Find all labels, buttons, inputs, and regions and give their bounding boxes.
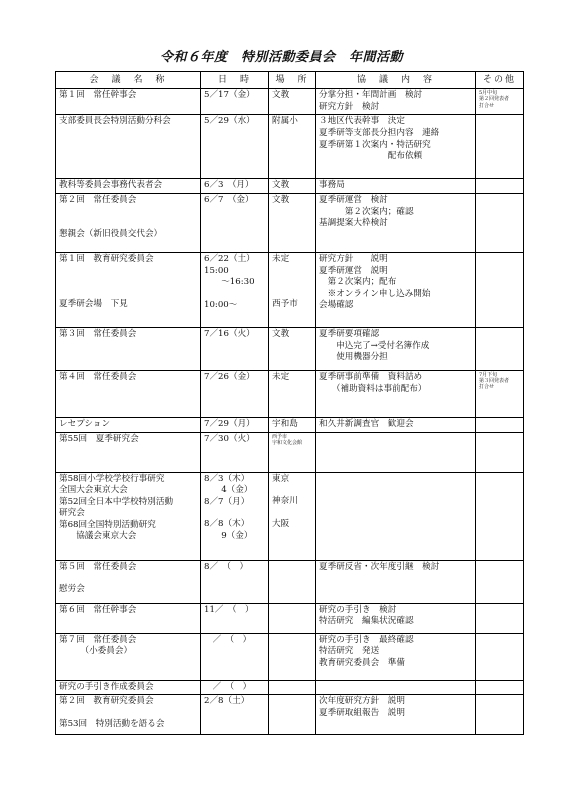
name-line: 支部委員長会特別活動分科会 <box>59 116 171 127</box>
date-line: 7／29（月） <box>204 418 255 429</box>
date-line: 15:00 <box>204 265 229 276</box>
place-line: 西予市 <box>272 433 288 440</box>
date-line: 6／7 （金） <box>204 194 254 205</box>
name-line: 慰労会 <box>59 584 85 595</box>
name-line: 第７回 常任委員会 <box>59 634 137 645</box>
date-line: ／ （ ） <box>204 681 252 692</box>
table-row <box>56 370 524 417</box>
place-line: 神奈川 <box>272 496 298 507</box>
content-line: 研究の手引き 検討 <box>319 604 397 615</box>
content-line: 使用機器分担 <box>319 352 388 363</box>
place-line: 宇和島 <box>272 418 298 429</box>
name-line: 教科等委員会事務代表者会 <box>59 180 163 191</box>
content-line: 第２次案内；確認 <box>319 206 414 217</box>
datetime-cell <box>201 603 269 633</box>
meeting-name-cell <box>56 193 201 252</box>
place-line: 文教 <box>272 328 290 339</box>
name-line: 懇親会（新旧役員交代会） <box>59 228 163 239</box>
activity-table <box>55 71 524 735</box>
datetime-cell <box>201 472 269 560</box>
name-line: 研究の手引き作成委員会 <box>59 681 154 692</box>
content-line: 分掌分担・年間計画 検討 <box>319 90 423 101</box>
other-cell <box>476 680 524 695</box>
content-cell <box>316 603 476 633</box>
name-line <box>59 207 197 218</box>
name-line: 第３回 常任委員会 <box>59 328 137 339</box>
content-cell <box>316 89 476 115</box>
date-line: 5／17（金） <box>204 90 255 101</box>
content-line: 和久井新調査官 歓迎会 <box>319 418 414 429</box>
table-row <box>56 179 524 194</box>
table-row <box>56 560 524 603</box>
place-line <box>272 485 312 496</box>
name-line: 第58回小学校学校行事研究 <box>59 473 165 484</box>
date-line: 7／26（金） <box>204 371 255 382</box>
place-cell <box>269 252 316 327</box>
date-line: 11／ （ ） <box>204 604 254 615</box>
content-line: 基調提案大枠検討 <box>319 218 388 229</box>
content-cell <box>316 680 476 695</box>
name-line: 第２回 教育研究委員会 <box>59 696 154 707</box>
date-line <box>204 289 265 300</box>
date-line: 9（金） <box>204 530 253 541</box>
meeting-name-cell <box>56 432 201 472</box>
content-cell <box>316 370 476 417</box>
place-line: 大阪 <box>272 518 290 529</box>
name-line: 第53回 特別活動を語る会 <box>59 718 165 729</box>
place-line: 西予市 <box>272 298 298 309</box>
other-cell <box>476 472 524 560</box>
table-header-row <box>56 72 524 89</box>
content-line: ３地区代表幹事 決定 <box>319 116 405 127</box>
place-line: 文教 <box>272 180 290 191</box>
name-line <box>59 277 197 288</box>
other-cell <box>476 695 524 735</box>
date-line: ／ （ ） <box>204 634 252 645</box>
table-row <box>56 633 524 680</box>
other-cell <box>476 327 524 370</box>
place-line: 東京 <box>272 473 290 484</box>
date-line: 8／8（木） <box>204 519 250 530</box>
place-line: 未定 <box>272 253 290 264</box>
meeting-name-cell <box>56 603 201 633</box>
content-line: 第２次案内；配布 <box>319 277 397 288</box>
content-cell <box>316 472 476 560</box>
place-line: 附属小 <box>272 116 298 127</box>
other-line: 5月中旬 <box>479 90 498 97</box>
date-line: 8／ （ ） <box>204 561 249 572</box>
content-line: 夏季研第１次案内・特活研究 <box>319 139 431 150</box>
table-row <box>56 252 524 327</box>
place-line <box>272 266 312 277</box>
content-cell <box>316 417 476 432</box>
table-row <box>56 89 524 115</box>
meeting-name-cell <box>56 472 201 560</box>
name-line: 全国大会東京大会 <box>59 485 128 496</box>
place-cell <box>269 89 316 115</box>
content-cell <box>316 633 476 680</box>
content-cell <box>316 193 476 252</box>
place-cell <box>269 115 316 179</box>
meeting-name-cell <box>56 695 201 735</box>
date-line <box>204 508 265 519</box>
date-line: 6／22（土） <box>204 253 255 264</box>
datetime-cell <box>201 432 269 472</box>
content-line: 研究方針 検討 <box>319 101 380 112</box>
place-cell <box>269 417 316 432</box>
table-row <box>56 327 524 370</box>
table-row <box>56 603 524 633</box>
place-line <box>272 508 312 519</box>
other-cell <box>476 115 524 179</box>
place-line: 未定 <box>272 371 290 382</box>
content-line: 申込完了→受付名簿作成 <box>319 340 430 351</box>
place-cell <box>269 560 316 603</box>
datetime-cell <box>201 179 269 194</box>
other-cell <box>476 252 524 327</box>
content-line: 夏季研運営 検討 <box>319 194 388 205</box>
place-cell <box>269 370 316 417</box>
table-row <box>56 193 524 252</box>
content-cell <box>316 560 476 603</box>
datetime-cell <box>201 193 269 252</box>
name-line: 第１回 常任幹事会 <box>59 90 137 101</box>
table-row <box>56 432 524 472</box>
other-line: 7月下旬 <box>479 371 498 378</box>
name-line: レセプション <box>59 418 111 429</box>
meeting-name-cell <box>56 89 201 115</box>
place-cell <box>269 472 316 560</box>
content-line: 夏季研運営 説明 <box>319 265 388 276</box>
content-line: 会場確認 <box>319 300 354 311</box>
meeting-name-cell <box>56 179 201 194</box>
datetime-cell <box>201 633 269 680</box>
other-cell <box>476 193 524 252</box>
content-line: 夏季研要項確認 <box>319 328 380 339</box>
place-line: 文教 <box>272 194 290 205</box>
other-cell <box>476 89 524 115</box>
place-line <box>272 288 312 299</box>
date-line: 7／16（火） <box>204 328 255 339</box>
content-line: 事務局 <box>319 180 345 191</box>
meeting-name-cell <box>56 633 201 680</box>
meeting-name-cell <box>56 327 201 370</box>
header-meeting-name: 会 議 名 称 <box>56 72 201 89</box>
name-line: 協議会東京大会 <box>59 531 137 542</box>
content-line: 教育研究委員会 準備 <box>319 657 405 668</box>
content-line: 夏季研取組報告 説明 <box>319 707 405 718</box>
table-row <box>56 695 524 735</box>
datetime-cell <box>201 417 269 432</box>
place-cell <box>269 432 316 472</box>
other-cell <box>476 417 524 432</box>
date-line: 2／8（土） <box>204 696 250 707</box>
content-line: 特活研究 編集状況確認 <box>319 616 414 627</box>
table-row <box>56 115 524 179</box>
place-cell <box>269 193 316 252</box>
datetime-cell <box>201 680 269 695</box>
other-cell <box>476 560 524 603</box>
content-line: 夏季研反省・次年度引継 検討 <box>319 561 440 572</box>
place-line: 文教 <box>272 90 290 101</box>
other-line: 打合せ <box>479 102 495 109</box>
datetime-cell <box>201 89 269 115</box>
table-row <box>56 472 524 560</box>
content-line: 夏季研事前準備 資料詰め <box>319 371 423 382</box>
content-line: 次年度研究方針 説明 <box>319 696 405 707</box>
name-line: 第52回全日本中学校特別活動 <box>59 496 174 507</box>
name-line: 研究会 <box>59 508 85 519</box>
date-line: 8／7（月） <box>204 496 250 507</box>
name-line <box>59 708 197 719</box>
header-place: 場 所 <box>269 72 316 89</box>
place-cell <box>269 680 316 695</box>
datetime-cell <box>201 695 269 735</box>
other-cell <box>476 370 524 417</box>
meeting-name-cell <box>56 560 201 603</box>
other-cell <box>476 179 524 194</box>
content-line: 配布依頼 <box>319 151 423 162</box>
other-cell <box>476 432 524 472</box>
meeting-name-cell <box>56 417 201 432</box>
content-cell <box>316 252 476 327</box>
name-line: 第５回 常任委員会 <box>59 561 137 572</box>
place-line <box>272 277 312 288</box>
content-line: 研究方針 説明 <box>319 253 388 264</box>
content-cell <box>316 432 476 472</box>
name-line: 第４回 常任委員会 <box>59 371 137 382</box>
content-cell <box>316 695 476 735</box>
name-line <box>59 266 197 277</box>
datetime-cell <box>201 115 269 179</box>
place-cell <box>269 633 316 680</box>
name-line: 夏季研会場 下見 <box>59 298 128 309</box>
name-line: 第６回 常任幹事会 <box>59 604 137 615</box>
name-line: 第55回 夏季研究会 <box>59 433 139 444</box>
other-cell <box>476 633 524 680</box>
place-cell <box>269 327 316 370</box>
date-line: 〜16:30 <box>204 277 255 288</box>
datetime-cell <box>201 370 269 417</box>
date-line: 10:00〜 <box>204 299 238 310</box>
content-line: 特活研究 発送 <box>319 646 380 657</box>
header-other: その他 <box>476 72 524 89</box>
datetime-cell <box>201 560 269 603</box>
name-line: 第68回全国特別活動研究 <box>59 519 156 530</box>
date-line: 7／30（火） <box>204 433 255 444</box>
meeting-name-cell <box>56 115 201 179</box>
datetime-cell <box>201 252 269 327</box>
place-cell <box>269 179 316 194</box>
content-cell <box>316 115 476 179</box>
name-line <box>59 218 197 229</box>
other-cell <box>476 603 524 633</box>
header-datetime: 日 時 <box>201 72 269 89</box>
other-line: 第３回発表者 <box>479 378 510 385</box>
date-line: 6／3 （月） <box>204 180 254 191</box>
meeting-name-cell <box>56 680 201 695</box>
content-line: 研究の手引き 最終確認 <box>319 634 414 645</box>
place-cell <box>269 603 316 633</box>
datetime-cell <box>201 327 269 370</box>
date-line: 5／29（水） <box>204 116 255 127</box>
other-line: 第２回発表者 <box>479 96 510 103</box>
place-cell <box>269 695 316 735</box>
content-line: ※オンライン申し込み開始 <box>319 288 431 299</box>
content-cell <box>316 179 476 194</box>
table-row <box>56 680 524 695</box>
header-content: 協 議 内 容 <box>316 72 476 89</box>
meeting-name-cell <box>56 252 201 327</box>
name-line <box>59 288 197 299</box>
date-line: 4（金） <box>204 485 253 496</box>
place-line: 宇和文化会館 <box>272 439 303 446</box>
name-line <box>59 573 197 584</box>
meeting-name-cell <box>56 370 201 417</box>
content-cell <box>316 327 476 370</box>
content-line: 夏季研等支部長分担内容 連絡 <box>319 127 440 138</box>
name-line: 第２回 常任委員会 <box>59 194 137 205</box>
page-title: 令和６年度 特別活動委員会 年間活動 <box>159 50 403 65</box>
other-line: 打合せ <box>479 384 495 391</box>
content-line: （補助資料は事前配布） <box>319 383 427 394</box>
table-row <box>56 417 524 432</box>
date-line: 8／3（木） <box>204 473 250 484</box>
name-line: （小委員会） <box>59 646 133 657</box>
name-line: 第１回 教育研究委員会 <box>59 253 154 264</box>
